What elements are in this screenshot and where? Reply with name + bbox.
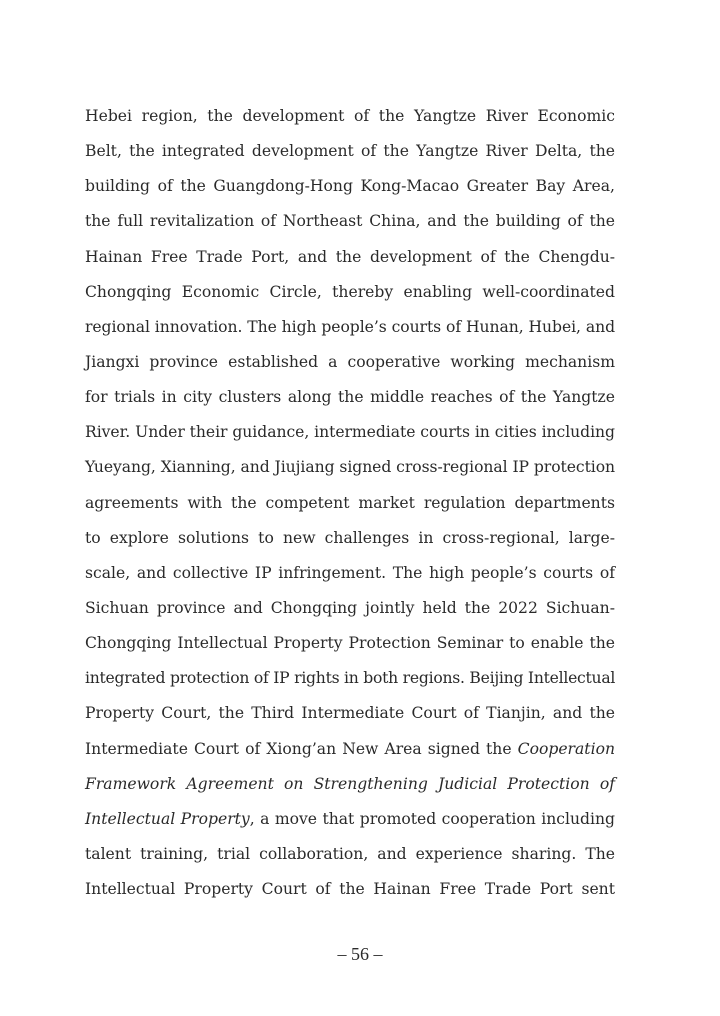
text-line: Hainan Free Trade Port, and the development of the Chengdu- xyxy=(85,247,615,266)
text-line: the full revitalization of Northeast China, and the building of the xyxy=(85,212,615,231)
text-line: Intellectual Property Court of the Hainan Free Trade Port sent xyxy=(85,880,615,899)
text-line: Jiangxi province established a cooperative working mechanism xyxy=(85,352,615,371)
text-segment: , a move that promoted cooperation including xyxy=(249,809,615,828)
text-segment: Intermediate Court of Xiong’an New Area signed the xyxy=(85,739,518,758)
text-line: regional innovation. The high people’s courts of Hunan, Hubei, and xyxy=(85,317,615,336)
text-line: to explore solutions to new challenges in cross-regional, large- xyxy=(85,528,615,547)
text-line: River. Under their guidance, intermediate courts in cities including xyxy=(85,423,615,442)
text-line: building of the Guangdong-Hong Kong-Macao Greater Bay Area, xyxy=(85,177,615,196)
document-title-italic: Cooperation xyxy=(517,739,615,758)
text-line-mixed xyxy=(85,802,615,837)
text-line: scale, and collective IP infringement. The high people’s courts of xyxy=(85,563,615,582)
text-line: Property Court, the Third Intermediate Court of Tianjin, and the xyxy=(85,704,615,723)
text-line: agreements with the competent market regulation departments xyxy=(85,493,615,512)
text-line: integrated protection of IP rights in both regions. Beijing Intellectual xyxy=(85,669,616,688)
document-title-italic: Intellectual Property xyxy=(85,809,250,828)
text-line: for trials in city clusters along the middle reaches of the Yangtze xyxy=(85,388,615,407)
body-text xyxy=(85,99,615,907)
text-line-mixed xyxy=(85,732,615,767)
text-line: Sichuan province and Chongqing jointly held the 2022 Sichuan- xyxy=(85,598,615,617)
text-line: talent training, trial collaboration, and experience sharing. The xyxy=(85,844,615,863)
text-line: Chongqing Economic Circle, thereby enabling well-coordinated xyxy=(85,282,615,301)
document-title-italic-line: Framework Agreement on Strengthening Judicial Protection of xyxy=(85,774,615,793)
page-number: – 56 – xyxy=(337,944,383,964)
text-line: Chongqing Intellectual Property Protection Seminar to enable the xyxy=(85,634,615,653)
text-line: Yueyang, Xianning, and Jiujiang signed cross-regional IP protection xyxy=(85,458,616,477)
text-line: Belt, the integrated development of the Yangtze River Delta, the xyxy=(85,142,615,161)
text-line: Hebei region, the development of the Yangtze River Economic xyxy=(85,107,615,125)
